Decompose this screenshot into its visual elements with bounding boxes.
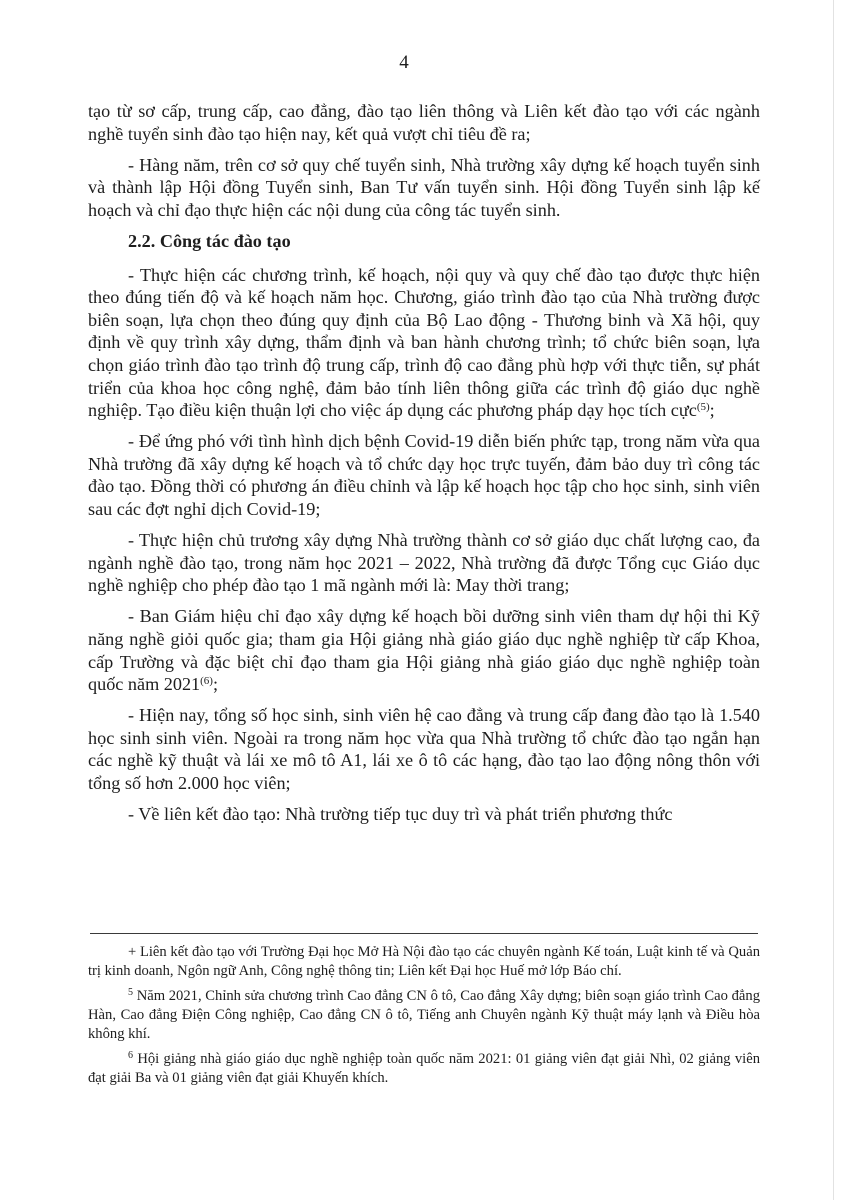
- paragraph-student-count: - Hiện nay, tổng số học sinh, sinh viên hệ cao đẳng và trung cấp đang đào tạo là 1.540 học sinh sinh viên. Ngoài ra trong năm học vừa qua Nhà trường tổ chức đào tạo ngắn hạn các nghề kỹ thuật và lái xe mô tô A1, lái xe ô tô các hạng, đào tạo lao động nông thôn với tổng số hơn 2.000 học viên;: [88, 705, 760, 794]
- paragraph-new-program: - Thực hiện chủ trương xây dựng Nhà trường thành cơ sở giáo dục chất lượng cao, đa ngành nghề đào tạo, trong năm học 2021 – 2022, Nhà trường đã được Tổng cục Giáo dục nghề nghiệp cho phép đào tạo 1 mã ngành mới là: May thời trang;: [88, 530, 760, 596]
- footnote-separator: [90, 933, 758, 934]
- paragraph-skills-competition-text: - Ban Giám hiệu chỉ đạo xây dựng kế hoạch bồi dưỡng sinh viên tham dự hội thi Kỹ năng nghề giỏi quốc gia; tham gia Hội giảng nhà giáo giáo dục nghề nghiệp từ cấp Khoa, cấp Trường và đặc biệt chỉ đạo tham gia Hội giảng nhà giáo giáo dục nghề nghiệp toàn quốc năm 2021: [88, 606, 760, 695]
- section-heading-training: 2.2. Công tác đào tạo: [128, 230, 291, 251]
- paragraph-training-programs-tail: ;: [709, 400, 715, 421]
- footnote-5-text: Năm 2021, Chỉnh sửa chương trình Cao đẳng CN ô tô, Cao đẳng Xây dựng; biên soạn giáo trình Cao đẳng Hàn, Cao đẳng Điện Công nghiệp, Cao đẳng CN ô tô, Tiếng anh Chuyên ngành Kỹ thuật máy lạnh và Điều hòa không khí.: [88, 988, 760, 1042]
- footnote-continued: + Liên kết đào tạo với Trường Đại học Mở Hà Nội đào tạo các chuyên ngành Kế toán, Luật kinh tế và Quản trị kinh doanh, Ngôn ngữ Anh, Công nghệ thông tin; Liên kết Đại học Huế mở lớp Báo chí.: [88, 944, 760, 979]
- paragraph-admissions-scope: tạo từ sơ cấp, trung cấp, cao đẳng, đào tạo liên thông và Liên kết đào tạo với các ngành nghề tuyển sinh đào tạo hiện nay, kết quả vượt chỉ tiêu đề ra;: [88, 101, 760, 144]
- paragraph-skills-competition-tail: ;: [212, 674, 219, 695]
- paragraph-covid-response: - Để ứng phó với tình hình dịch bệnh Covid-19 diễn biến phức tạp, trong năm vừa qua Nhà trường đã xây dựng kế hoạch và tổ chức dạy học trực tuyến, đảm bảo duy trì công tác đào tạo. Đồng thời có phương án điều chỉnh và lập kế hoạch học tập cho học sinh, sinh viên sau các đợt nghỉ dịch Covid-19;: [88, 431, 760, 519]
- page-number: 4: [399, 52, 409, 73]
- document-body: [88, 100, 760, 834]
- paragraph-skills-competition: [88, 605, 760, 695]
- footnote-ref-5: (5): [696, 401, 710, 414]
- page-edge-divider: [833, 0, 834, 1200]
- footnote-ref-6: (6): [200, 675, 213, 688]
- paragraph-joint-training: - Về liên kết đào tạo: Nhà trường tiếp tục duy trì và phát triển phương thức: [128, 804, 673, 825]
- footnotes-section: [88, 943, 760, 1094]
- footnote-5: [88, 987, 760, 1044]
- footnote-6-number: 6: [128, 1050, 133, 1061]
- paragraph-training-programs-text: - Thực hiện các chương trình, kế hoạch, nội quy và quy chế đào tạo được thực hiện theo đúng tiến độ và kế hoạch năm học. Chương, giáo trình đào tạo của Nhà trường được biên soạn, lựa chọn theo đúng quy định của Bộ Lao động - Thương binh và Xã hội, quy định về quy trình xây dựng, thẩm định và ban hành chương trình; tổ chức biên soạn, lựa chọn giáo trình đào tạo trình độ trung cấp, trình độ cao đẳng phù hợp với thực tiễn, sự phát triển của khoa học công nghệ, đảm bảo tính liên thông giữa các trình độ giáo dục nghề nghiệp. Tạo điều kiện thuận lợi cho việc áp dụng các phương pháp dạy học tích cực: [88, 264, 760, 421]
- footnote-5-number: 5: [128, 987, 133, 998]
- paragraph-training-programs: [88, 264, 760, 422]
- paragraph-admissions-plan: - Hàng năm, trên cơ sở quy chế tuyển sinh, Nhà trường xây dựng kế hoạch tuyển sinh và thành lập Hội đồng Tuyển sinh, Ban Tư vấn tuyển sinh. Hội đồng Tuyển sinh lập kế hoạch và chỉ đạo thực hiện các nội dung của công tác tuyển sinh.: [88, 154, 760, 220]
- footnote-6-text: Hội giảng nhà giáo giáo dục nghề nghiệp toàn quốc năm 2021: 01 giảng viên đạt giải Nhì, 02 giảng viên đạt giải Ba và 01 giảng viên đạt giải Khuyến khích.: [88, 1051, 760, 1086]
- footnote-6: [88, 1050, 760, 1088]
